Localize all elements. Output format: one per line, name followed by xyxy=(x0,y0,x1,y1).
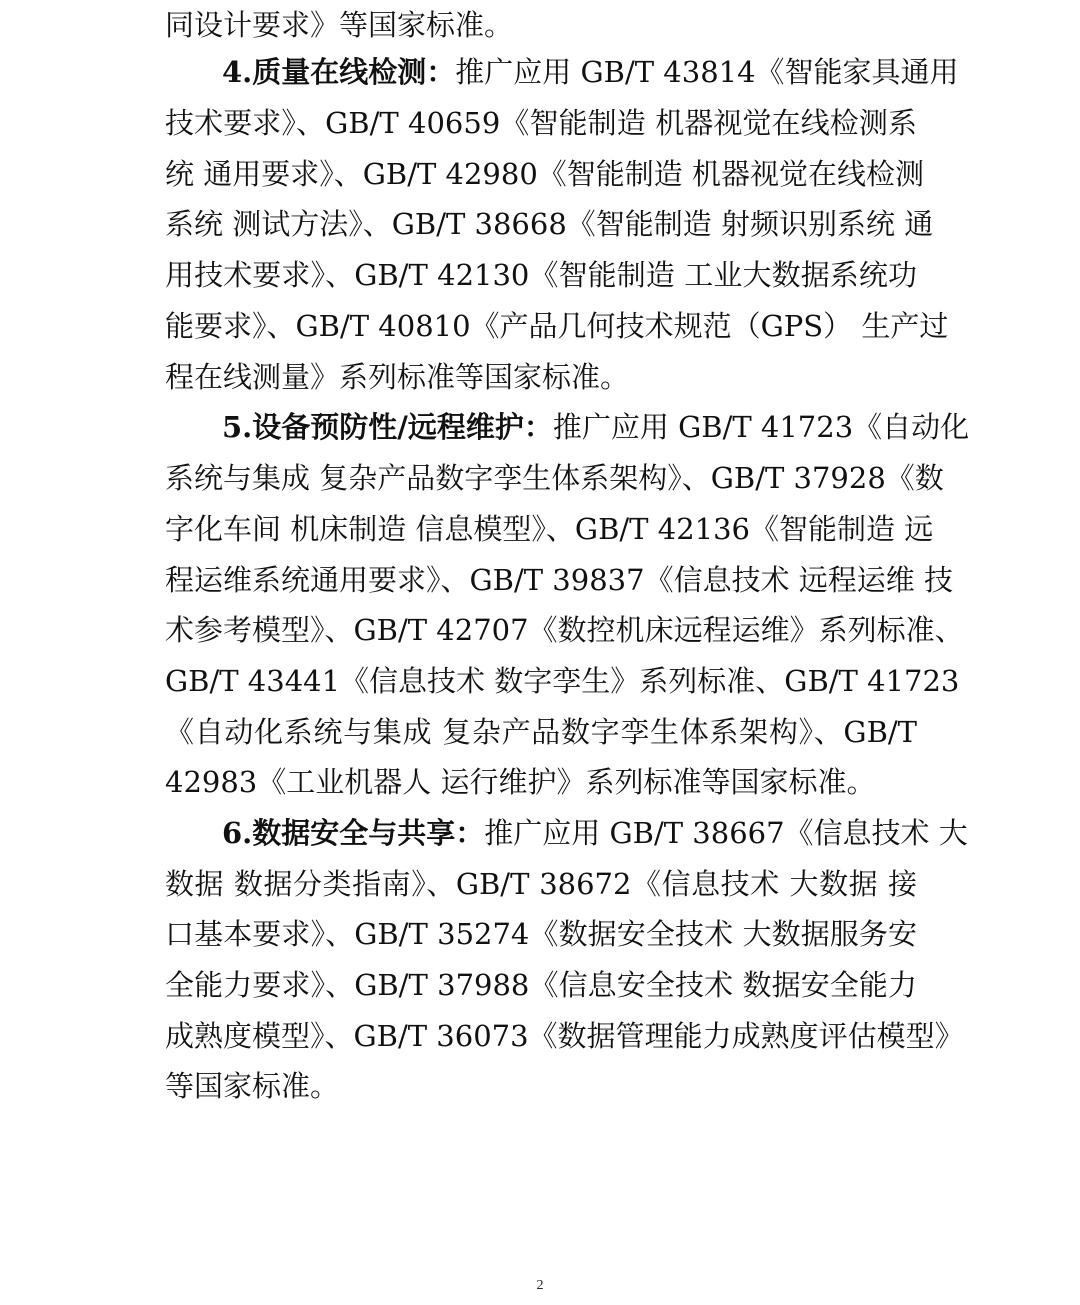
text-line xyxy=(165,0,917,50)
text-line xyxy=(165,909,917,959)
text-line xyxy=(165,1011,964,1061)
line-text: 全能力要求》、GB/T 37988《信息安全技术 数据安全能力 xyxy=(165,968,917,1002)
line-text: 成熟度模型》、GB/T 36073《数据管理能力成熟度评估模型》 xyxy=(165,1019,964,1053)
line-text: 推广应用 GB/T 38667《信息技术 大 xyxy=(484,816,968,850)
text-line xyxy=(165,504,934,554)
section-heading: 6.数据安全与共享： xyxy=(222,816,485,850)
line-text: 用技术要求》、GB/T 42130《智能制造 工业大数据系统功 xyxy=(165,258,917,292)
text-line xyxy=(165,757,917,807)
line-text: GB/T 43441《信息技术 数字孪生》系列标准、GB/T 41723 xyxy=(165,664,960,698)
line-text: 统 通用要求》、GB/T 42980《智能制造 机器视觉在线检测 xyxy=(165,157,924,191)
paragraph-first-line xyxy=(222,47,959,97)
text-line xyxy=(165,98,917,148)
line-text: 42983《工业机器人 运行维护》系列标准等国家标准。 xyxy=(165,765,876,799)
line-text: 同设计要求》等国家标准。 xyxy=(165,8,514,42)
text-line xyxy=(165,352,917,402)
text-line xyxy=(165,656,960,706)
line-text: 术参考模型》、GB/T 42707《数控机床远程运维》系列标准、 xyxy=(165,613,964,647)
text-line xyxy=(165,453,944,503)
paragraph-first-line xyxy=(222,808,968,858)
text-line xyxy=(165,859,917,909)
line-text: 能要求》、GB/T 40810《产品几何技术规范（GPS） 生产过 xyxy=(165,309,949,343)
line-text: 技术要求》、GB/T 40659《智能制造 机器视觉在线检测系 xyxy=(165,106,917,140)
paragraph-first-line xyxy=(222,402,970,452)
text-line xyxy=(165,555,953,605)
line-text: 程在线测量》系列标准等国家标准。 xyxy=(165,360,630,394)
section-heading: 5.设备预防性/远程维护： xyxy=(222,410,553,444)
text-line xyxy=(165,149,924,199)
text-line xyxy=(165,707,917,757)
text-line xyxy=(165,250,917,300)
line-text: 字化车间 机床制造 信息模型》、GB/T 42136《智能制造 远 xyxy=(165,512,934,546)
text-line xyxy=(165,1061,917,1111)
page-number: 2 xyxy=(536,1278,544,1293)
text-line xyxy=(165,960,917,1010)
line-text: 数据 数据分类指南》、GB/T 38672《信息技术 大数据 接 xyxy=(165,867,917,901)
line-text: 口基本要求》、GB/T 35274《数据安全技术 大数据服务安 xyxy=(165,917,917,951)
section-heading: 4.质量在线检测： xyxy=(222,55,456,89)
line-text: 系统 测试方法》、GB/T 38668《智能制造 射频识别系统 通 xyxy=(165,207,934,241)
line-text: 《自动化系统与集成 复杂产品数字孪生体系架构》、GB/T xyxy=(165,715,917,749)
line-text: 系统与集成 复杂产品数字孪生体系架构》、GB/T 37928《数 xyxy=(165,461,944,495)
line-text: 推广应用 GB/T 41723《自动化 xyxy=(552,410,970,444)
line-text: 等国家标准。 xyxy=(165,1069,340,1103)
text-line xyxy=(165,301,949,351)
line-text: 程运维系统通用要求》、GB/T 39837《信息技术 远程运维 技 xyxy=(165,563,953,597)
text-line xyxy=(165,199,934,249)
line-text: 推广应用 GB/T 43814《智能家具通用 xyxy=(455,55,959,89)
text-line xyxy=(165,605,964,655)
